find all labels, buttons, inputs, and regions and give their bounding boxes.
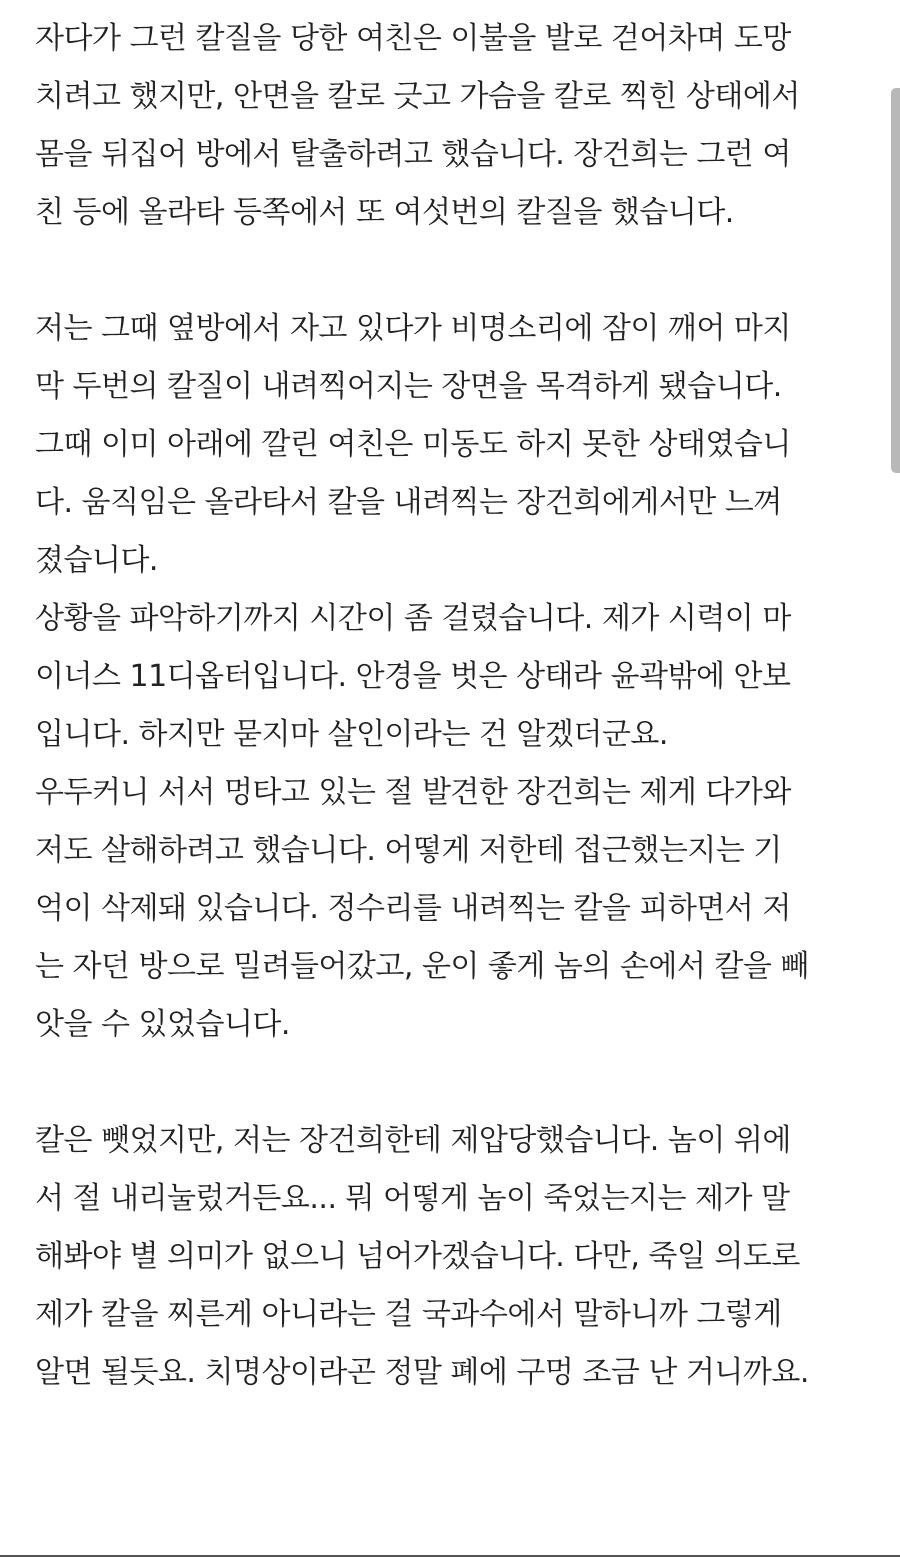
article-line: 해봐야 별 의미가 없으니 넘어가겠습니다. 다만, 죽일 의도로 (35, 1239, 800, 1274)
article-line: 막 두번의 칼질이 내려찍어지는 장면을 목격하게 됐습니다. (35, 369, 782, 404)
article-body (35, 10, 885, 1402)
article-line: 이너스 11디옵터입니다. 안경을 벗은 상태라 윤곽밖에 안보 (35, 659, 791, 694)
paragraph-gap (35, 242, 885, 300)
scrollbar-thumb[interactable] (891, 88, 900, 473)
article-line: 서 절 내리눌렀거든요... 뭐 어떻게 놈이 죽었는지는 제가 말 (35, 1181, 790, 1216)
article-line: 상황을 파악하기까지 시간이 좀 걸렸습니다. 제가 시력이 마 (35, 601, 791, 636)
article-line: 입니다. 하지만 묻지마 살인이라는 건 알겠더군요. (35, 717, 668, 752)
article-line: 자다가 그런 칼질을 당한 여친은 이불을 발로 걷어차며 도망 (35, 21, 791, 56)
paragraph-gap (35, 1054, 885, 1112)
article-line: 다. 움직임은 올라타서 칼을 내려찍는 장건희에게서만 느껴 (35, 485, 782, 520)
article-line: 칼은 뺏었지만, 저는 장건희한테 제압당했습니다. 놈이 위에 (35, 1123, 791, 1158)
article-line: 몸을 뒤집어 방에서 탈출하려고 했습니다. 장건희는 그런 여 (35, 137, 791, 172)
article-line: 치려고 했지만, 안면을 칼로 긋고 가슴을 칼로 찍힌 상태에서 (35, 79, 800, 114)
article-line: 졌습니다. (35, 543, 158, 578)
article-line: 제가 칼을 찌른게 아니라는 걸 국과수에서 말하니까 그렇게 (35, 1297, 782, 1332)
article-line: 친 등에 올라타 등쪽에서 또 여섯번의 칼질을 했습니다. (35, 195, 734, 230)
article-line: 알면 될듯요. 치명상이라곤 정말 폐에 구멍 조금 난 거니까요. (35, 1355, 809, 1390)
article-line: 그때 이미 아래에 깔린 여친은 미동도 하지 못한 상태였습니 (35, 427, 791, 462)
article-line: 저는 그때 옆방에서 자고 있다가 비명소리에 잠이 깨어 마지 (35, 311, 791, 346)
article-line: 저도 살해하려고 했습니다. 어떻게 저한테 접근했는지는 기 (35, 833, 782, 868)
article-line: 억이 삭제돼 있습니다. 정수리를 내려찍는 칼을 피하면서 저 (35, 891, 791, 926)
article-line: 앗을 수 있었습니다. (35, 1007, 290, 1042)
article-line: 는 자던 방으로 밀려들어갔고, 운이 좋게 놈의 손에서 칼을 빼 (35, 949, 809, 984)
article-line: 우두커니 서서 멍타고 있는 절 발견한 장건희는 제게 다가와 (35, 775, 791, 810)
